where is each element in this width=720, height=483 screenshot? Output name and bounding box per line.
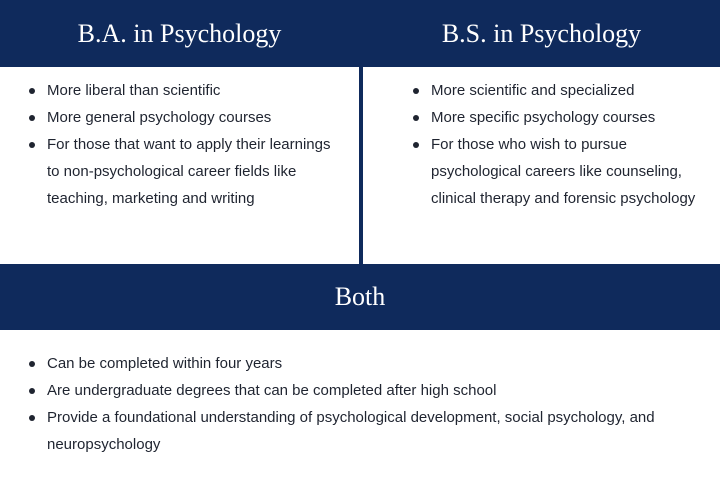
ba-list-item: More liberal than scientific	[27, 77, 347, 104]
ba-list-item: More general psychology courses	[27, 104, 347, 131]
both-list	[27, 350, 697, 458]
ba-title: B.A. in Psychology	[77, 18, 282, 48]
both-list-item: Provide a foundational understanding of psychological development, social psychology, and neuropsychology	[27, 404, 697, 458]
ba-list	[27, 77, 347, 212]
bs-title: B.S. in Psychology	[441, 18, 642, 48]
ba-header	[0, 0, 359, 67]
bs-list-item: More specific psychology courses	[411, 104, 711, 131]
bs-header	[363, 0, 720, 67]
both-list-item: Can be completed within four years	[27, 350, 697, 377]
bs-list-item: For those who wish to pursue psychological careers like counseling, clinical therapy and forensic psychology	[411, 131, 711, 212]
both-header	[0, 264, 720, 330]
bs-list-item: More scientific and specialized	[411, 77, 711, 104]
column-divider	[359, 0, 363, 264]
both-list-item: Are undergraduate degrees that can be completed after high school	[27, 377, 697, 404]
both-title: Both	[334, 282, 386, 311]
ba-list-item: For those that want to apply their learnings to non-psychological career fields like teaching, marketing and writing	[27, 131, 347, 212]
bs-list	[411, 77, 711, 212]
